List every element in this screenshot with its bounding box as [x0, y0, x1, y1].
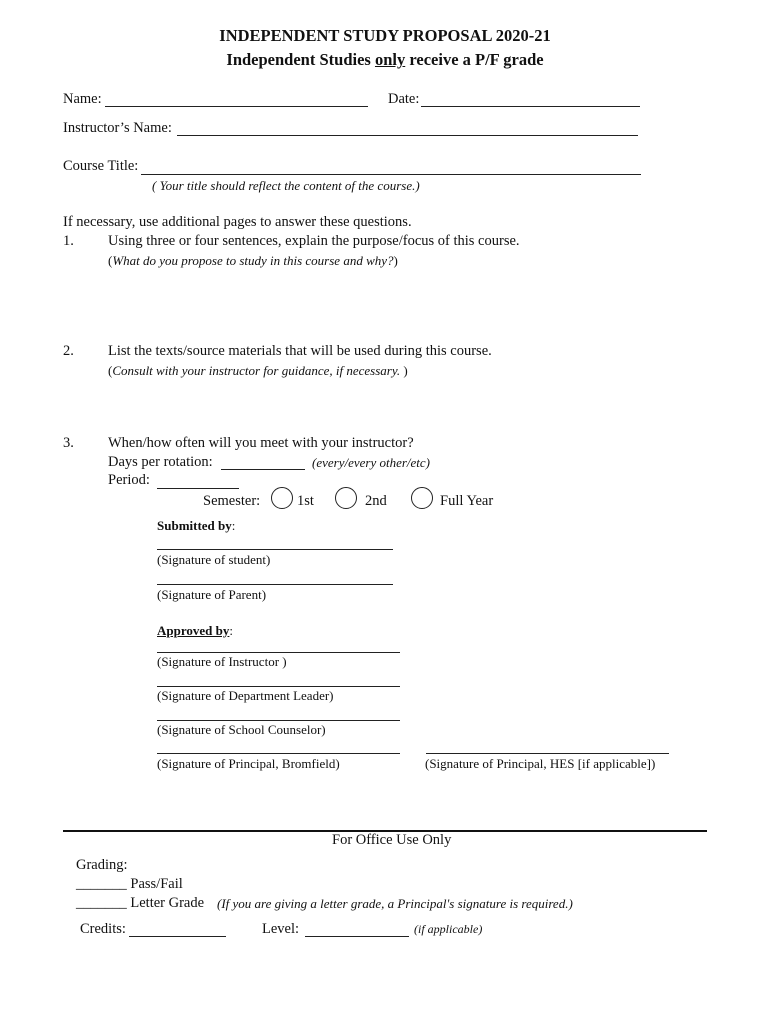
- department-leader-signature-line[interactable]: [157, 686, 400, 687]
- semester-label: Semester:: [203, 493, 261, 509]
- question-1-number: 1.: [63, 233, 74, 249]
- level-field[interactable]: [305, 936, 409, 937]
- question-2-number: 2.: [63, 343, 74, 359]
- office-use-heading: For Office Use Only: [332, 832, 452, 848]
- intro-text: If necessary, use additional pages to answer these questions.: [63, 214, 412, 230]
- period-field[interactable]: [157, 488, 239, 489]
- subtitle-text-end: receive a P/F grade: [405, 50, 544, 69]
- days-per-rotation-hint: (every/every other/etc): [312, 455, 431, 470]
- principal-bromfield-signature-label: (Signature of Principal, Bromfield): [157, 756, 340, 771]
- name-field[interactable]: [105, 106, 368, 107]
- credits-label: Credits:: [80, 921, 126, 937]
- question-2-hint: [108, 363, 408, 379]
- question-1-text: Using three or four sentences, explain the purpose/focus of this course.: [108, 233, 520, 249]
- counselor-signature-line[interactable]: [157, 720, 400, 721]
- date-field[interactable]: [421, 106, 640, 107]
- hint-text: What do you propose to study in this course and why?: [112, 253, 394, 268]
- counselor-signature-label: (Signature of School Counselor): [157, 722, 326, 737]
- days-per-rotation-field[interactable]: [221, 469, 305, 470]
- credits-field[interactable]: [129, 936, 226, 937]
- semester-radio-2nd[interactable]: [335, 487, 357, 509]
- date-label: Date:: [388, 91, 420, 107]
- parent-signature-line[interactable]: [157, 584, 393, 585]
- question-3-text: When/how often will you meet with your instructor?: [108, 435, 414, 451]
- student-signature-label: (Signature of student): [157, 552, 271, 567]
- approved-by-heading: [157, 623, 233, 639]
- semester-option-full-year: Full Year: [440, 493, 494, 509]
- hint-paren: (: [108, 253, 113, 268]
- hint-text: Consult with your instructor for guidance, if necessary.: [112, 363, 401, 378]
- principal-hes-signature-label: (Signature of Principal, HES [if applicable]): [425, 756, 656, 771]
- hint-paren: ): [393, 253, 398, 268]
- hint-paren: ): [400, 363, 408, 378]
- page-title: INDEPENDENT STUDY PROPOSAL 2020-21: [219, 26, 551, 45]
- course-title-label: Course Title:: [63, 158, 139, 174]
- instructor-field[interactable]: [177, 135, 638, 136]
- semester-radio-1st[interactable]: [271, 487, 293, 509]
- days-per-rotation-label: Days per rotation:: [108, 454, 213, 470]
- semester-option-2nd: 2nd: [365, 493, 387, 509]
- question-1-hint: [108, 253, 398, 269]
- pass-fail-text: Pass/Fail: [126, 876, 183, 892]
- question-3-number: 3.: [63, 435, 74, 451]
- parent-signature-label: (Signature of Parent): [157, 587, 267, 602]
- approved-by-colon: :: [229, 623, 233, 638]
- letter-grade-blank[interactable]: _______: [76, 895, 127, 911]
- pass-fail-blank[interactable]: _______: [76, 876, 127, 892]
- grading-label: Grading:: [76, 857, 128, 873]
- approved-by-text: Approved by: [157, 623, 230, 638]
- letter-grade-text: Letter Grade: [126, 895, 205, 911]
- instructor-signature-line[interactable]: [157, 652, 400, 653]
- page-subtitle: [0, 50, 770, 70]
- principal-bromfield-signature-line[interactable]: [157, 753, 400, 754]
- letter-grade-option: [76, 895, 204, 912]
- period-label: Period:: [108, 472, 150, 488]
- pass-fail-option: [76, 876, 183, 893]
- level-note: (if applicable): [414, 922, 483, 936]
- level-label: Level:: [262, 921, 300, 937]
- submitted-by-heading: [157, 518, 235, 534]
- department-leader-signature-label: (Signature of Department Leader): [157, 688, 334, 703]
- subtitle-text: Independent Studies: [226, 50, 375, 69]
- subtitle-emphasis: only: [374, 50, 406, 69]
- course-title-field[interactable]: [141, 174, 641, 175]
- student-signature-line[interactable]: [157, 549, 393, 550]
- name-label: Name:: [63, 91, 102, 107]
- semester-radio-full-year[interactable]: [411, 487, 433, 509]
- principal-hes-signature-line[interactable]: [426, 753, 669, 754]
- semester-option-1st: 1st: [297, 493, 314, 509]
- hint-paren: (: [108, 363, 113, 378]
- instructor-label: Instructor’s Name:: [63, 120, 172, 136]
- letter-grade-note: (If you are giving a letter grade, a Principal's signature is required.): [217, 896, 573, 911]
- instructor-signature-label: (Signature of Instructor ): [157, 654, 287, 669]
- question-2-text: List the texts/source materials that will be used during this course.: [108, 343, 492, 359]
- course-title-hint: ( Your title should reflect the content of the course.): [152, 178, 420, 193]
- submitted-by-text: Submitted by: [157, 518, 232, 533]
- submitted-by-colon: :: [231, 518, 236, 533]
